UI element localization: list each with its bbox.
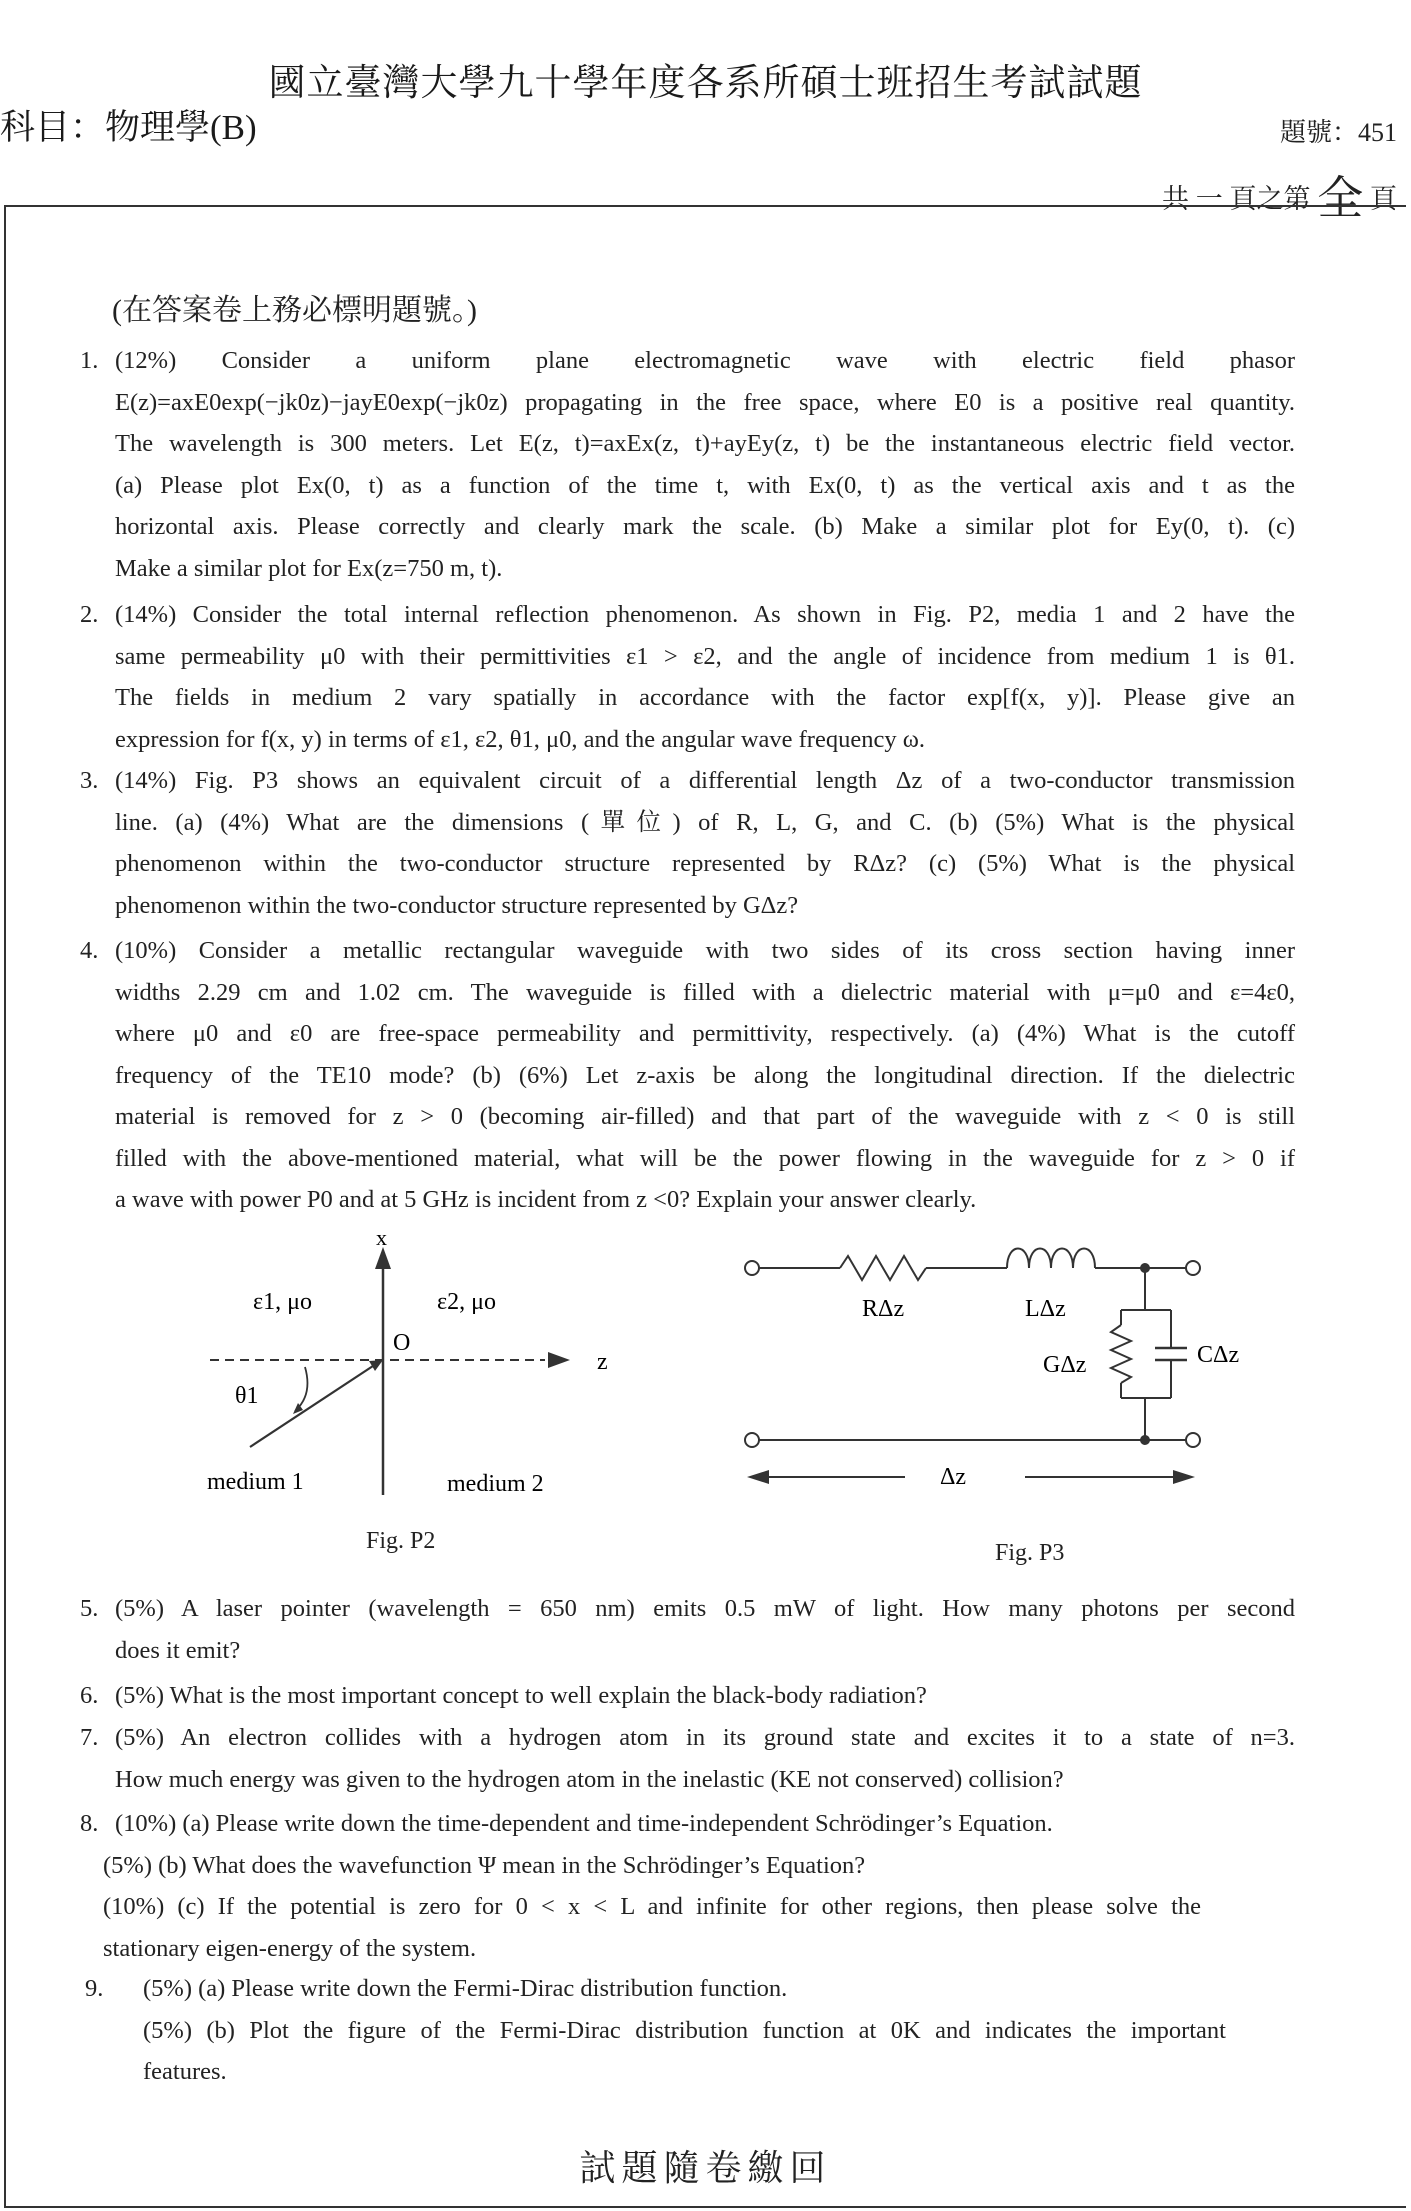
g-label: GΔz [1043, 1352, 1087, 1378]
question-line: phenomenon within the two-conductor structure represented by GΔz? [115, 891, 799, 919]
question-number-label: 1. [80, 347, 99, 374]
dz-arrow-right-head [1173, 1470, 1195, 1484]
question-line: How much energy was given to the hydrogen atom in the inelastic (KE not conserved) collision? [115, 1765, 1064, 1793]
fig-p2-caption: Fig. P2 [366, 1528, 436, 1554]
question-line: (14%) Consider the total internal reflection phenomenon. As shown in Fig. P2, media 1 and 2 have the [115, 601, 1295, 628]
question-number-label: 8. [80, 1810, 99, 1837]
medium2-label: medium 2 [447, 1471, 544, 1497]
question-line: same permeability μ0 with their permittivities ε1 > ε2, and the angle of incidence from medium 1 is θ1. [115, 642, 1295, 670]
question-5 [80, 1588, 1295, 1671]
question-line: (a) Please plot Ex(0, t) as a function of the time t, with Ex(0, t) as the vertical axis and t as the [115, 471, 1295, 499]
question-number-label: 6. [80, 1682, 99, 1709]
resistor-r [840, 1256, 926, 1280]
origin-label: O [393, 1330, 411, 1356]
question-2 [80, 594, 1295, 760]
question-number-label: 9. [85, 1975, 104, 2002]
question-line: expression for f(x, y) in terms of ε1, ε2, θ1, μ0, and the angular wave frequency ω. [115, 725, 925, 753]
question-line: Make a similar plot for Ex(z=750 m, t). [115, 554, 503, 582]
angle-arc [295, 1367, 307, 1411]
incident-ray-arrowhead [369, 1360, 383, 1371]
question-3 [80, 760, 1295, 926]
question-line: The wavelength is 300 meters. Let E(z, t)=axEx(z, t)+ayEy(z, t) be the instantaneous electric field vector. [115, 430, 1295, 457]
figure-p3 [725, 1240, 1240, 1490]
instruction-note: (在答案卷上務必標明題號。) [112, 294, 477, 327]
question-8 [80, 1803, 1295, 1969]
question-line: E(z)=axE0exp(−jk0z)−jayE0exp(−jk0z) propagating in the free space, where E0 is a positive real quantity. [115, 388, 1295, 416]
question-line: material is removed for z > 0 (becoming air-filled) and that part of the waveguide with z < 0 is still [115, 1103, 1295, 1130]
question-line: (5%) A laser pointer (wavelength = 650 nm) emits 0.5 mW of light. How many photons per second [115, 1595, 1295, 1622]
page-count-prefix: 共 一 頁之第 [1162, 184, 1311, 214]
question-line: (10%) (a) Please write down the time-dependent and time-independent Schrödinger’s Equation. [115, 1810, 1053, 1837]
question-line: (5%) (b) What does the wavefunction Ψ mean in the Schrödinger’s Equation? [103, 1851, 866, 1879]
question-line: (5%) What is the most important concept to well explain the black-body radiation? [115, 1682, 927, 1709]
terminal-top-left [745, 1261, 759, 1275]
incident-ray [250, 1364, 376, 1447]
question-line: where μ0 and ε0 are free-space permeability and permittivity, respectively. (a) (4%) What is the cutoff [115, 1020, 1295, 1047]
question-number-label: 5. [80, 1595, 99, 1622]
z-axis-label: z [597, 1349, 608, 1375]
question-line: features. [143, 2058, 227, 2085]
question-line: frequency of the TE10 mode? (b) (6%) Let z-axis be along the longitudinal direction. If the dielectric [115, 1061, 1295, 1089]
question-number-label: 3. [80, 767, 99, 794]
angle-label: θ1 [235, 1383, 259, 1409]
question-line: does it emit? [115, 1636, 241, 1664]
x-axis-arrowhead [375, 1247, 391, 1269]
terminal-bottom-right [1186, 1433, 1200, 1447]
medium2-params: ε2, μo [437, 1289, 496, 1315]
figure-p2 [195, 1225, 655, 1515]
question-4 [80, 930, 1295, 1221]
question-line: (10%) (c) If the potential is zero for 0 < x < L and infinite for other regions, then please solve the [103, 1893, 1201, 1920]
question-number-label: 7. [80, 1724, 99, 1751]
question-line: line. (a) (4%) What are the dimensions (單位) of R, L, G, and C. (b) (5%) What is the physical [115, 808, 1295, 836]
terminal-bottom-left [745, 1433, 759, 1447]
question-number-label: 2. [80, 601, 99, 628]
question-9 [85, 1968, 1295, 2093]
c-label: CΔz [1197, 1342, 1240, 1368]
question-line: The fields in medium 2 vary spatially in accordance with the factor exp[f(x, y)]. Please give an [115, 684, 1295, 711]
r-label: RΔz [862, 1296, 905, 1322]
question-number-label: 4. [80, 937, 99, 964]
resistor-g [1111, 1325, 1131, 1383]
question-line: (12%) Consider a uniform plane electromagnetic wave with electric field phasor [115, 347, 1295, 374]
question-1 [80, 340, 1295, 589]
question-line: a wave with power P0 and at 5 GHz is incident from z <0? Explain your answer clearly. [115, 1186, 977, 1213]
x-axis-label: x [376, 1225, 387, 1250]
question-line: widths 2.29 cm and 1.02 cm. The waveguide is filled with a dielectric material with μ=μ0 and ε=4ε0, [115, 978, 1295, 1006]
subject-label: 科目：物理學(B) [0, 108, 257, 147]
fig-p3-caption: Fig. P3 [995, 1540, 1065, 1566]
l-label: LΔz [1025, 1296, 1066, 1322]
question-line: stationary eigen-energy of the system. [103, 1934, 477, 1962]
question-line: filled with the above-mentioned material, what will be the power flowing in the waveguide for z > 0 if [115, 1144, 1295, 1172]
question-line: phenomenon within the two-conductor structure represented by RΔz? (c) (5%) What is the physical [115, 850, 1295, 877]
question-line: (5%) An electron collides with a hydrogen atom in its ground state and excites it to a state of n=3. [115, 1724, 1295, 1751]
question-line: (5%) (a) Please write down the Fermi-Dirac distribution function. [143, 1975, 788, 2002]
question-6 [80, 1675, 1295, 1717]
footer-note: 試題隨卷繳回 [579, 2148, 832, 2188]
terminal-top-right [1186, 1261, 1200, 1275]
page-count-big: 全 [1317, 173, 1364, 224]
question-line: horizontal axis. Please correctly and clearly mark the scale. (b) Make a similar plot for Ey(0, t). (c) [115, 513, 1295, 540]
medium1-label: medium 1 [207, 1469, 304, 1495]
question-line: (14%) Fig. P3 shows an equivalent circuit of a differential length Δz of a two-conductor transmission [115, 767, 1295, 794]
medium1-params: ε1, μo [253, 1289, 312, 1315]
page-count-suffix: 頁 [1370, 184, 1397, 214]
question-number: 題號：451 [1279, 118, 1397, 147]
question-line: (10%) Consider a metallic rectangular waveguide with two sides of its cross section having inner [115, 937, 1295, 964]
exam-title: 國立臺灣大學九十學年度各系所碩士班招生考試試題 [268, 63, 1143, 104]
question-line: (5%) (b) Plot the figure of the Fermi-Dirac distribution function at 0K and indicates the important [143, 2016, 1226, 2044]
z-axis-arrowhead [548, 1352, 570, 1368]
dz-arrow-left-head [747, 1470, 769, 1484]
inductor-l [1007, 1249, 1095, 1269]
dz-label: Δz [940, 1464, 967, 1490]
question-7 [80, 1717, 1295, 1800]
